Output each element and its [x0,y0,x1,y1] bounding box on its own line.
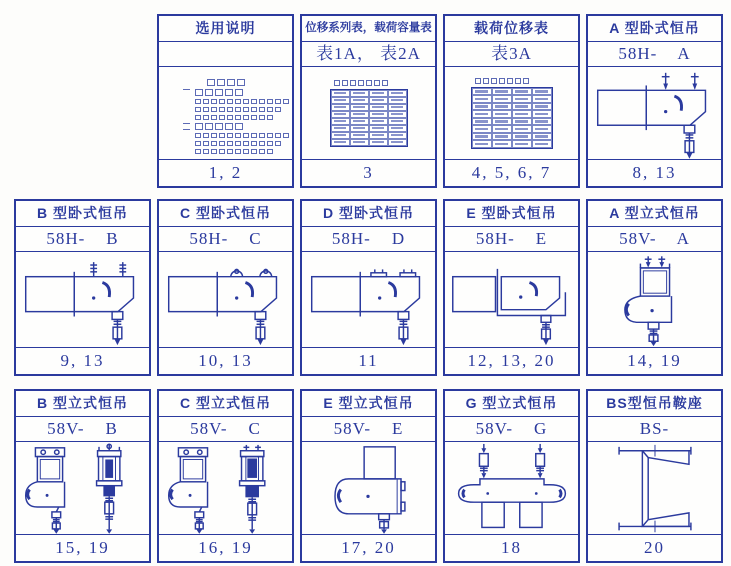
mini-table-grid [330,89,408,147]
diagram-58v-a-vertical-hanger [588,252,721,347]
index-row-3 [14,389,723,563]
panel-subtitle: 58V- E [302,417,435,442]
panel-page-numbers: 9, 13 [16,347,149,374]
panel-page-numbers: 11 [302,347,435,374]
panel-title: 位移系列表，载荷容量表 [302,16,435,42]
mini-table-figure [471,78,553,149]
panel-58v-e [300,389,437,563]
panel-title: 载荷位移表 [445,16,578,42]
panel-title: B 型立式恒吊 [16,391,149,417]
panel-figure [16,442,149,534]
panel-subtitle: 58H- B [16,227,149,252]
panel-58h-c [157,199,294,376]
panel-subtitle: 58H- D [302,227,435,252]
panel-title: D 型卧式恒吊 [302,201,435,227]
panel-figure [588,442,721,534]
panel-58h-a [586,14,723,188]
mini-table-caption-glyphs [334,80,388,86]
index-row-1 [157,14,723,183]
panel-page-numbers: 18 [445,534,578,561]
diagram-58v-b-vertical-hanger-two-views [16,442,149,534]
panel-58v-b [14,389,151,563]
panel-page-numbers: 12, 13, 20 [445,347,578,374]
panel-subtitle: 58H- E [445,227,578,252]
panel-58h-b [14,199,151,376]
diagram-58h-c-horizontal-hanger [159,252,292,347]
panel-subtitle: 58H- C [159,227,292,252]
panel-load-displacement-table [443,14,580,188]
panel-title: A 型立式恒吊 [588,201,721,227]
diagram-58v-e-vertical-hanger [302,442,435,534]
panel-figure [159,442,292,534]
diagram-bs-saddle-section [588,442,721,534]
panel-title: G 型立式恒吊 [445,391,578,417]
panel-subtitle: 表1A， 表2A [302,42,435,67]
mini-table-figure [330,80,408,147]
panel-subtitle: 58V- B [16,417,149,442]
panel-title: E 型立式恒吊 [302,391,435,417]
panel-page-numbers: 3 [302,159,435,186]
panel-selection-notes [157,14,294,188]
panel-page-numbers: 14, 19 [588,347,721,374]
panel-subtitle [159,42,292,67]
panel-figure [588,252,721,347]
panel-page-numbers: 10, 13 [159,347,292,374]
panel-title: B 型卧式恒吊 [16,201,149,227]
panel-figure [302,67,435,159]
panel-58v-g [443,389,580,563]
illegible-notes-text [159,70,292,157]
panel-subtitle: 58V- A [588,227,721,252]
panel-figure [445,252,578,347]
panel-title: C 型立式恒吊 [159,391,292,417]
panel-58h-e [443,199,580,376]
diagram-58v-c-vertical-hanger-two-views [159,442,292,534]
diagram-58h-a-horizontal-hanger [588,67,721,159]
panel-page-numbers: 17, 20 [302,534,435,561]
panel-figure [302,442,435,534]
diagram-58h-b-horizontal-hanger [16,252,149,347]
panel-figure [302,252,435,347]
panel-figure [159,252,292,347]
panel-subtitle: 58V- C [159,417,292,442]
diagram-58v-g-vertical-hanger [445,442,578,534]
panel-58v-c [157,389,294,563]
panel-title: 选用说明 [159,16,292,42]
panel-subtitle: 58H- A [588,42,721,67]
panel-page-numbers: 8, 13 [588,159,721,186]
panel-page-numbers: 20 [588,534,721,561]
panel-58v-a [586,199,723,376]
panel-title: BS型恒吊鞍座 [588,391,721,417]
diagram-58h-d-horizontal-hanger [302,252,435,347]
panel-title: C 型卧式恒吊 [159,201,292,227]
panel-title: E 型卧式恒吊 [445,201,578,227]
panel-page-numbers: 15, 19 [16,534,149,561]
diagram-58h-e-horizontal-hanger [445,252,578,347]
panel-figure [16,252,149,347]
panel-58h-d [300,199,437,376]
panel-page-numbers: 16, 19 [159,534,292,561]
panel-figure [445,67,578,159]
panel-subtitle: BS- [588,417,721,442]
panel-page-numbers: 1, 2 [159,159,292,186]
panel-subtitle: 表3A [445,42,578,67]
panel-figure [159,67,292,159]
panel-subtitle: 58V- G [445,417,578,442]
panel-figure [445,442,578,534]
mini-table-caption-glyphs [475,78,529,84]
index-row-2 [14,199,723,376]
panel-title: A 型卧式恒吊 [588,16,721,42]
panel-page-numbers: 4, 5, 6, 7 [445,159,578,186]
panel-bs-saddle [586,389,723,563]
mini-table-grid [471,87,553,149]
panel-figure [588,67,721,159]
panel-displacement-series-table [300,14,437,188]
